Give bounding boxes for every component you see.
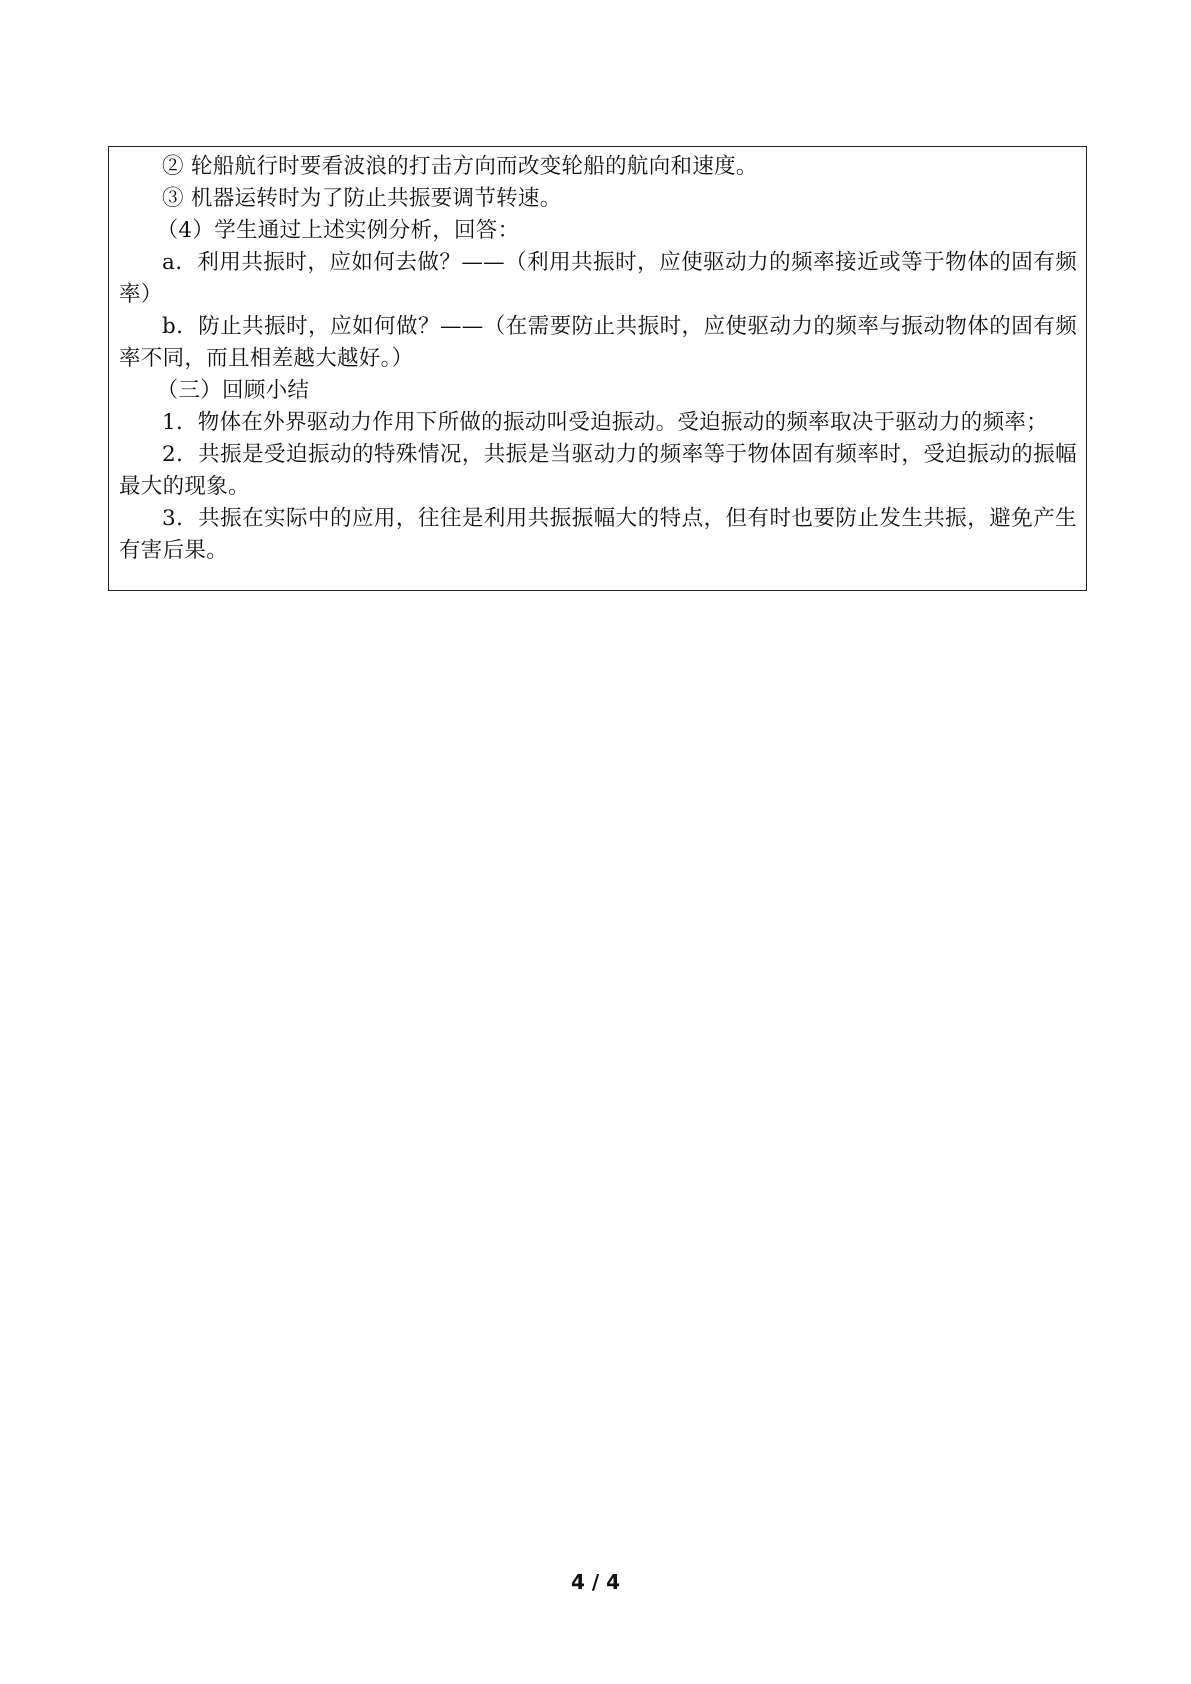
paragraph-ship-example: ② 轮船航行时要看波浪的打击方向而改变轮船的航向和速度。: [162, 154, 758, 179]
paragraph-machine-example: ③ 机器运转时为了防止共振要调节转速。: [162, 186, 562, 211]
paragraph-answer-b: b．防止共振时，应如何做？——（在需要防止共振时，应使驱动力的频率与振动物体的固有频率不同，而且相差越大越好。）: [119, 314, 1077, 371]
content-table-cell: [108, 146, 1087, 591]
summary-item-1: 1．物体在外界驱动力作用下所做的振动叫受迫振动。受迫振动的频率取决于驱动力的频率；: [162, 410, 1048, 435]
section-heading-review-summary: （三）回顾小结: [156, 378, 310, 403]
paragraph-answer-a: a．利用共振时，应如何去做？——（利用共振时，应使驱动力的频率接近或等于物体的固有频率）: [119, 250, 1077, 307]
summary-item-3: 3．共振在实际中的应用，往往是利用共振振幅大的特点，但有时也要防止发生共振，避免产生有害后果。: [119, 506, 1077, 563]
summary-item-2: 2．共振是受迫振动的特殊情况，共振是当驱动力的频率等于物体固有频率时，受迫振动的振幅最大的现象。: [119, 442, 1077, 499]
paragraph-student-question: （4）学生通过上述实例分析，回答：: [156, 218, 520, 243]
page-number: 4 / 4: [570, 1570, 621, 1594]
